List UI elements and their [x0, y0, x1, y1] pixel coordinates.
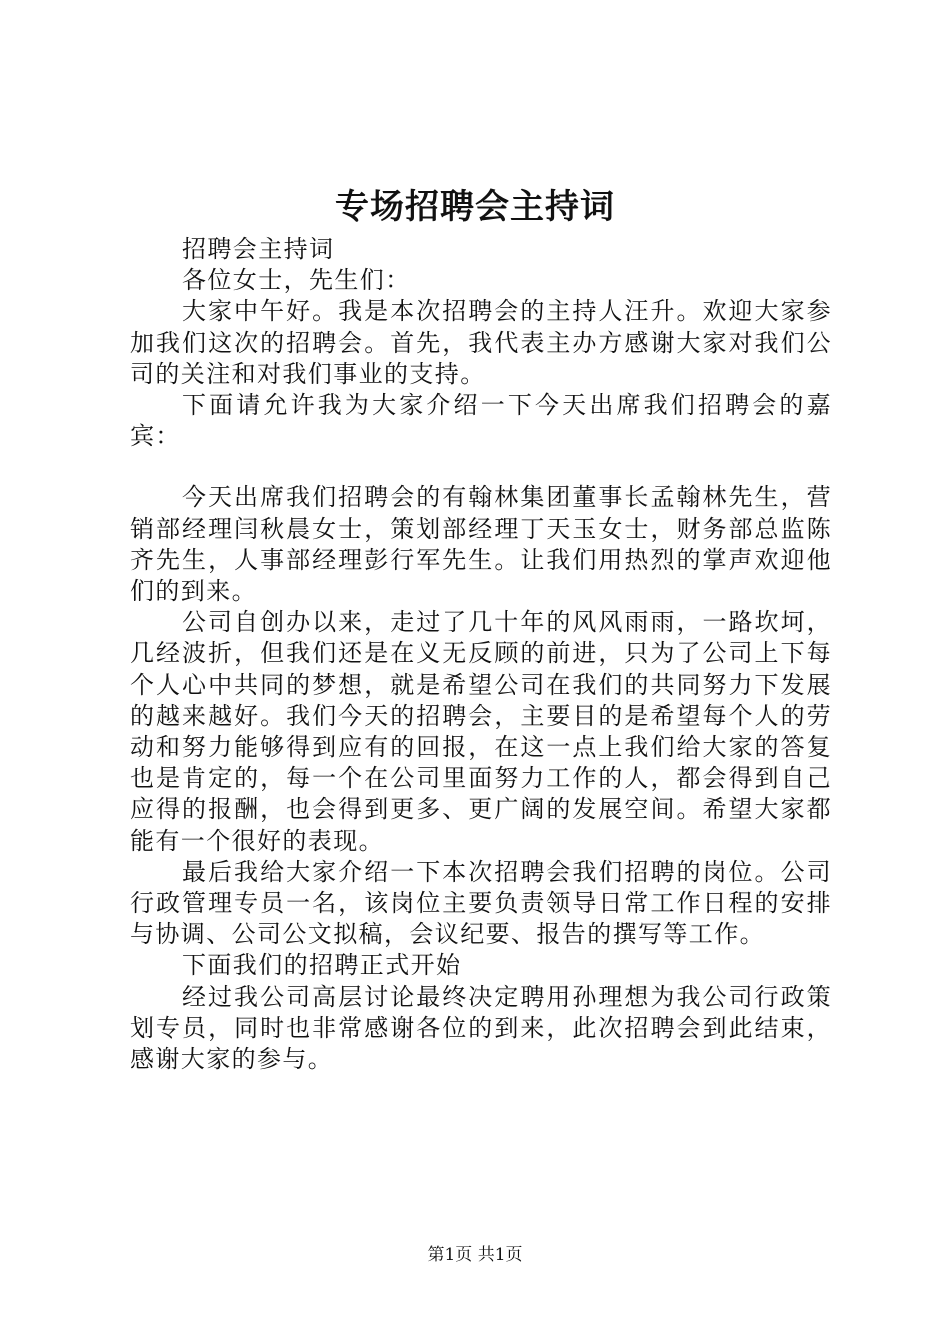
paragraph-start: 下面我们的招聘正式开始: [182, 951, 462, 980]
paragraph-heading: 招聘会主持词: [182, 235, 335, 263]
paragraph-guest-intro: 下面请允许我为大家介绍一下今天出席我们招聘会的嘉宾：: [130, 391, 832, 451]
paragraph-company-history: 公司自创办以来，走过了几十年的风风雨雨，一路坎坷，几经波折，但我们还是在义无反顾的前进，只为了公司上下每个人心中共同的梦想，就是希望公司在我们的共同努力下发展的越来越好。我们今天的招聘会，主要目的是希望每个人的劳动和努力能够得到应有的回报，在这一点上我们给大家的答复也是肯定的，每一个在公司里面努力工作的人，都会得到自己应得的报酬，也会得到更多、更广阔的发展空间。希望大家都能有一个很好的表现。: [130, 608, 832, 855]
paragraph-conclusion: 经过我公司高层讨论最终决定聘用孙理想为我公司行政策划专员，同时也非常感谢各位的到来，此次招聘会到此结束，感谢大家的参与。: [130, 982, 832, 1074]
document-body: [130, 234, 832, 1075]
paragraph-greeting: 各位女士，先生们：: [182, 266, 411, 295]
paragraph-guests: 今天出席我们招聘会的有翰林集团董事长孟翰林先生，营销部经理闫秋晨女士，策划部经理丁天玉女士，财务部总监陈齐先生，人事部经理彭行军先生。让我们用热烈的掌声欢迎他们的到来。: [130, 483, 832, 606]
paragraph-welcome: 大家中午好。我是本次招聘会的主持人汪升。欢迎大家参加我们这次的招聘会。首先，我代表主办方感谢大家对我们公司的关注和对我们事业的支持。: [130, 297, 832, 388]
paragraph-positions: 最后我给大家介绍一下本次招聘会我们招聘的岗位。公司行政管理专员一名，该岗位主要负责领导日常工作日程的安排与协调、公司公文拟稿，会议纪要、报告的撰写等工作。: [130, 857, 832, 949]
page-footer: 第1页 共1页: [427, 1245, 523, 1265]
document-title: 专场招聘会主持词: [335, 187, 615, 227]
